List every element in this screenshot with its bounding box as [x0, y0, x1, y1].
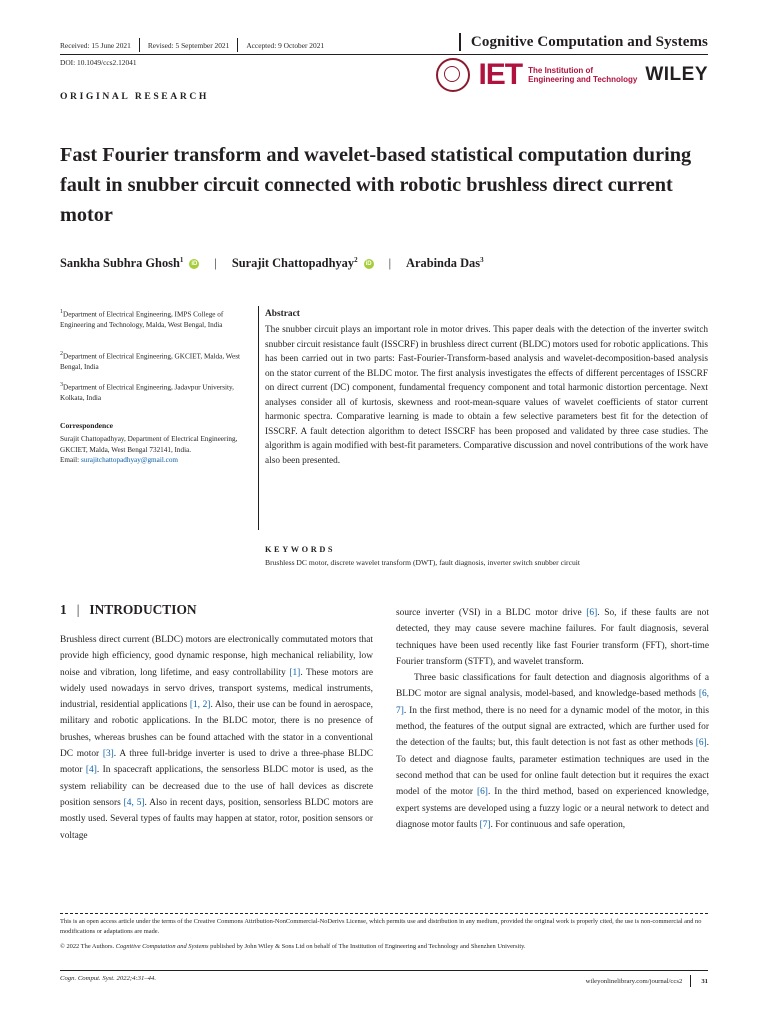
divider: | — [388, 256, 392, 271]
citation-link[interactable]: [4] — [85, 765, 97, 776]
iet-line-1: The Institution of — [528, 66, 593, 75]
body-paragraph: source inverter (VSI) in a BLDC motor drive [6]. So, if these faults are not detected, they may cause severe machine failures. For fault diagnosis, several techniques have been used recently like fast Fourier transform (FFT), short-time Fourier transform (STFT), and wavelet transform. — [396, 608, 709, 667]
divider: | — [214, 256, 217, 271]
citation-link[interactable]: [6, 7] — [396, 689, 709, 716]
journal-website — [586, 975, 708, 987]
keywords-heading: KEYWORDS — [265, 545, 336, 554]
section-heading: 1 | INTRODUCTION — [60, 602, 197, 617]
body-column-right — [396, 605, 709, 833]
author[interactable]: Surajit Chattopadhyay$^2$ — [231, 256, 358, 271]
footer-rule — [60, 913, 708, 914]
header-rule — [60, 54, 708, 55]
accepted-date: Accepted: 9 October 2021 — [246, 40, 325, 50]
divider — [237, 38, 238, 52]
received-date: Received: 15 June 2021 — [60, 40, 131, 50]
body-paragraph: Brushless direct current (BLDC) motors are electronically commutated motors that provide high efficiency, good dynamic response, high mechanical reliability, low noise and vibration, long lifetime, and easy controllability [1]. These motors are widely used nowadays in servo drives, transport systems, medical instruments, industrial, residential applications [1, 2]. Also, their use can be found in aerospace, military and robotic applications. In the BLDC motor, there is no presence of brushes, whereas brushes can be found attached with the stator in a conventional DC motor [3]. A three full-bridge inverter is used to drive a three-phase BLDC motor [4]. In spacecraft applications, the sensorless BLDC motor is used, as the system reliability can be decreased due to the use of hall devices as discrete position sensors [4, 5]. Also in recent days, position, sensorless BLDC motors are mostly used. Several types of faults may happen at stator, rotor, position sensors or voltage — [60, 635, 374, 841]
body-paragraph: Three basic classifications for fault detection and diagnosis algorithms of a BLDC motor are signal analysis, model-based, and knowledge-based methods [6, 7]. In the first method, there is no need for a dynamic model of the motor, in this method, the features of the output signal are extracted, which are further used for the detection of the faults; but, this fault detection is not fast as other methods [6]. To detect and diagnose faults, parameter estimation techniques are used in the second method that can be used for online fault detection but it requires the exact model of the motor [6]. In the third method, based on experienced knowledge, expert systems are developed using a fuzzy logic or a neural network to detect and diagnose motor faults [7]. For continuous and safe operation, — [396, 673, 709, 830]
divider — [139, 38, 140, 52]
citation-link[interactable]: [3] — [102, 749, 114, 760]
doi[interactable]: DOI: 10.1049/ccs2.12041 — [60, 58, 137, 67]
section-tag: ORIGINAL RESEARCH — [60, 91, 209, 102]
article-title: Fast Fourier transform and wavelet-based statistical computation during fault in snubber circuit connected with robotic brushless direct current motor — [60, 144, 692, 226]
orcid-icon[interactable]: iD — [191, 260, 198, 267]
journal-name — [459, 33, 708, 51]
author[interactable]: Sankha Subhra Ghosh$^1$ — [60, 256, 184, 271]
wiley-logo[interactable]: WILEY — [645, 64, 708, 85]
author[interactable]: Arabinda Das$^3$ — [406, 256, 484, 271]
correspondence-details: Surajit Chattopadhyay, Department of Electrical Engineering, GKCIET, Malda, West Bengal 732141, India. Email: surajitchattopadhyay@gmail.com — [60, 435, 238, 464]
bottom-rule — [60, 970, 708, 971]
iet-logo[interactable]: IET — [478, 58, 523, 91]
revised-date: Revised: 5 September 2021 — [147, 40, 230, 50]
copyright-notice: © 2022 The Authors. Cognitive Computation and Systems published by John Wiley & Sons Ltd on behalf of The Institution of Engineering and Technology and Shenzhen University. — [60, 943, 526, 950]
citation: Cogn. Comput. Syst. 2022;4:31–44. — [60, 975, 157, 982]
affiliation: $^2$Department of Electrical Engineering, GKCIET, Malda, West Bengal, India — [60, 351, 240, 371]
citation-link[interactable]: [6] — [695, 738, 707, 749]
page-number: 31 — [701, 977, 708, 985]
affiliation: $^3$Department of Electrical Engineering, Jadavpur University, Kolkata, India — [60, 382, 234, 402]
citation-link[interactable]: [7] — [479, 819, 491, 830]
journal-title[interactable]: Cognitive Computation and Systems — [470, 33, 708, 50]
keywords-text: Brushless DC motor, discrete wavelet transform (DWT), fault diagnosis, inverter switch snubber circuit — [265, 558, 580, 567]
citation-link[interactable]: [6] — [586, 608, 598, 618]
column-divider — [258, 306, 259, 530]
manuscript-dates — [60, 38, 324, 52]
license-notice: This is an open access article under the terms of the Creative Commons Attribution-NonCommercial-NoDerivs License, which permits use and distribution in any medium, provided the original work is properly cited, the use is non-commercial and no modifications or adaptations are made. — [60, 918, 702, 935]
iet-line-2: Engineering and Technology — [528, 75, 638, 84]
divider — [690, 975, 691, 987]
citation-link[interactable]: [6] — [477, 787, 488, 798]
website-link[interactable]: wileyonlinelibrary.com/journal/ccs2 — [585, 977, 683, 985]
citation-link[interactable]: [1] — [289, 667, 301, 678]
abstract-heading: Abstract — [265, 309, 300, 319]
affiliation: $^1$Department of Electrical Engineering, IMPS College of Engineering and Technology, Malda, West Bengal, India — [60, 309, 224, 329]
publisher-logos — [436, 58, 708, 92]
iet-logo-text — [528, 66, 637, 84]
citation-link[interactable]: [4, 5] — [123, 797, 145, 808]
correspondence-heading: Correspondence — [60, 421, 114, 430]
orcid-icon[interactable]: iD — [365, 260, 372, 267]
email-link[interactable]: surajitchattopadhyay@gmail.com — [80, 456, 179, 464]
body-column-left — [60, 632, 373, 844]
divider — [459, 33, 461, 51]
author-list — [60, 256, 484, 271]
citation-link[interactable]: [1, 2] — [189, 700, 211, 711]
university-seal-icon — [436, 58, 470, 92]
abstract-text: The snubber circuit plays an important role in motor drives. This paper deals with the detection of the inverter switch snubber circuit resistance fault (ISSCRF) in brushless direct current (BLDC) motors used for robotic applications. This has been carried out in two parts: Fast-Fourier-Transform-based analysis and wavelet-decomposition-based analysis on the stator current of the BLDC motor. The first analysis investigates the effects of different percentages of ISSCRF on direct current (DC) component, fundamental frequency component and total harmonic distortion percentage. Next analyses consider all of kurtosis, skewness and root-mean-square values of wavelet coefficients of stator current harmonic spectra. Comparative learning is made to obtain a few selective parameters best fit for the detection of ISSCRF. A fault detection algorithm to detect ISSCRF has been proposed and validated by three case studies. The algorithm is again modified with best-fit parameters. Comparative discussion and novel contributions of the work have also been presented. — [265, 325, 708, 466]
